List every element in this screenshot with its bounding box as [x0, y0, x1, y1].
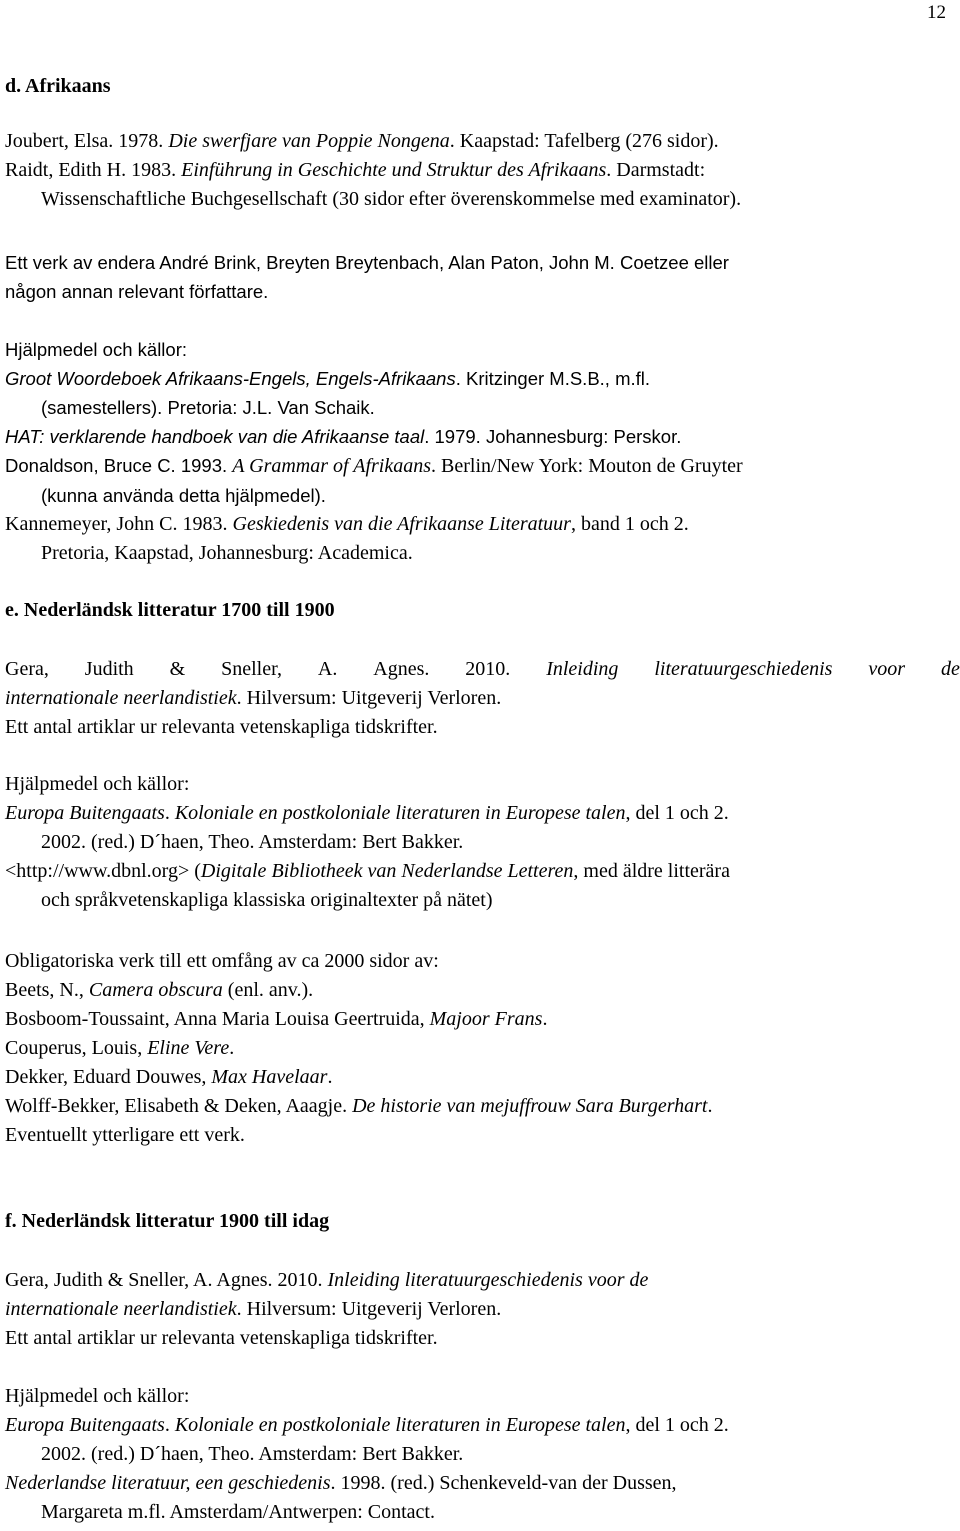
- verk-beets: Beets, N., Camera obscura (enl. anv.).: [5, 979, 314, 1001]
- section-d-body: [5, 127, 935, 214]
- ref-gera: Gera, Judith & Sneller, A. Agnes. 2010. Inleiding literatuurgeschiedenis voor de: [5, 1269, 649, 1291]
- verk-couperus: Couperus, Louis, Eline Vere.: [5, 1037, 235, 1059]
- verk-bosboom: Bosboom-Toussaint, Anna Maria Louisa Geertruida, Majoor Frans.: [5, 1008, 548, 1030]
- page-number: 12: [927, 2, 946, 23]
- hjalpmedel-label: Hjälpmedel och källor:: [5, 1385, 190, 1407]
- antal-artiklar: Ett antal artiklar ur relevanta vetenskapliga tidskrifter.: [5, 1327, 438, 1349]
- section-d-refs: Donaldson, Bruce C. 1993. A Grammar of Afrikaans. Berlin/New York: Mouton de Gruyter (kunna använda detta hjälpmedel). Kannemeyer, John C. 1983. Geskiedenis van die Afrikaanse Literatuur, band 1 och 2. Pretoria, Kaapstad, Johannesburg: Academica.: [5, 451, 935, 568]
- section-f-heading: f. Nederländsk litteratur 1900 till idag: [5, 1210, 330, 1232]
- ref-donaldson: Donaldson, Bruce C. 1993. A Grammar of Afrikaans. Berlin/New York: Mouton de Gruyter: [5, 455, 743, 477]
- section-d-heading: d. Afrikaans: [5, 75, 111, 97]
- verk-wolff: Wolff-Bekker, Elisabeth & Deken, Aaagje. De historie van mejuffrouw Sara Burgerhart.: [5, 1095, 713, 1117]
- ref-hat: HAT: verklarende handboek van die Afrikaanse taal. 1979. Johannesburg: Perskor.: [5, 426, 682, 447]
- hjalpmedel-label: Hjälpmedel och källor:: [5, 339, 188, 360]
- section-f-hjalpmedel: Hjälpmedel och källor: Europa Buitengaats. Koloniale en postkoloniale literaturen in Europese talen, del 1 och 2. 2002. (red.) D´haen, Theo. Amsterdam: Bert Bakker. Nederlandse literatuur, een geschiedenis. 1998. (red.) Schenkeveld-van der Dussen, Margareta m.fl. Amsterdam/Antwerpen: Contact.: [5, 1382, 935, 1527]
- ref-raidt: Raidt, Edith H. 1983. Einführung in Geschichte und Struktur des Afrikaans. Darmstadt:: [5, 159, 706, 181]
- eventuellt: Eventuellt ytterligare ett verk.: [5, 1124, 245, 1146]
- ref-nederlandse-literatuur: Nederlandse literatuur, een geschiedenis. 1998. (red.) Schenkeveld-van der Dussen,: [5, 1472, 677, 1494]
- verk-dekker: Dekker, Eduard Douwes, Max Havelaar.: [5, 1066, 333, 1088]
- section-e-refs: Gera, Judith & Sneller, A. Agnes. 2010. Inleiding literatuurgeschiedenis voor de internationale neerlandistiek. Hilversum: Uitgeverij Verloren. Ett antal artiklar ur relevanta vetenskapliga tidskrifter.: [5, 655, 935, 742]
- ref-joubert: Joubert, Elsa. 1978. Die swerfjare van Poppie Nongena. Kaapstad: Tafelberg (276 sidor).: [5, 130, 719, 152]
- ref-kannemeyer: Kannemeyer, John C. 1983. Geskiedenis van die Afrikaanse Literatuur, band 1 och 2.: [5, 513, 689, 535]
- section-e-hjalpmedel: Hjälpmedel och källor: Europa Buitengaats. Koloniale en postkoloniale literaturen in Europese talen, del 1 och 2. 2002. (red.) D´haen, Theo. Amsterdam: Bert Bakker. <http://www.dbnl.org> (Digitale Bibliotheek van Nederlandse Letteren, med äldre litterära och språkvetenskapliga klassiska originaltexter på nätet): [5, 770, 935, 915]
- ref-europa: Europa Buitengaats. Koloniale en postkoloniale literaturen in Europese talen, del 1 och 2.: [5, 802, 729, 824]
- ref-raidt-cont: Wissenschaftliche Buchgesellschaft (30 sidor efter överenskommelse med examinator).: [41, 188, 742, 210]
- section-d-hjalpmedel: Hjälpmedel och källor: Groot Woordeboek Afrikaans-Engels, Engels-Afrikaans. Kritzinger M.S.B., m.fl. (samestellers). Pretoria: J.L. Van Schaik. HAT: verklarende handboek van die Afrikaanse taal. 1979. Johannesburg: Perskor.: [5, 335, 935, 451]
- section-f-refs: Gera, Judith & Sneller, A. Agnes. 2010. Inleiding literatuurgeschiedenis voor de internationale neerlandistiek. Hilversum: Uitgeverij Verloren. Ett antal artiklar ur relevanta vetenskapliga tidskrifter.: [5, 1266, 935, 1353]
- ref-dbnl: <http://www.dbnl.org> (Digitale Bibliotheek van Nederlandse Letteren, med äldre litterära: [5, 860, 730, 882]
- antal-artiklar: Ett antal artiklar ur relevanta vetenskapliga tidskrifter.: [5, 716, 438, 738]
- ref-groot: Groot Woordeboek Afrikaans-Engels, Engels-Afrikaans. Kritzinger M.S.B., m.fl.: [5, 368, 651, 389]
- section-e-obligatoriska: [5, 947, 935, 1150]
- obligatoriska-label: Obligatoriska verk till ett omfång av ca 2000 sidor av:: [5, 950, 439, 972]
- hjalpmedel-label: Hjälpmedel och källor:: [5, 773, 190, 795]
- ref-europa: Europa Buitengaats. Koloniale en postkoloniale literaturen in Europese talen, del 1 och 2.: [5, 1414, 729, 1436]
- ref-gera-justified: Gera, Judith & Sneller, A. Agnes. 2010. Inleiding literatuurgeschiedenis voor de: [5, 658, 960, 680]
- section-d-ett: Ett verk av endera André Brink, Breyten Breytenbach, Alan Paton, John M. Coetzee eller någon annan relevant författare.: [5, 252, 729, 302]
- section-e-heading: e. Nederländsk litteratur 1700 till 1900: [5, 599, 335, 621]
